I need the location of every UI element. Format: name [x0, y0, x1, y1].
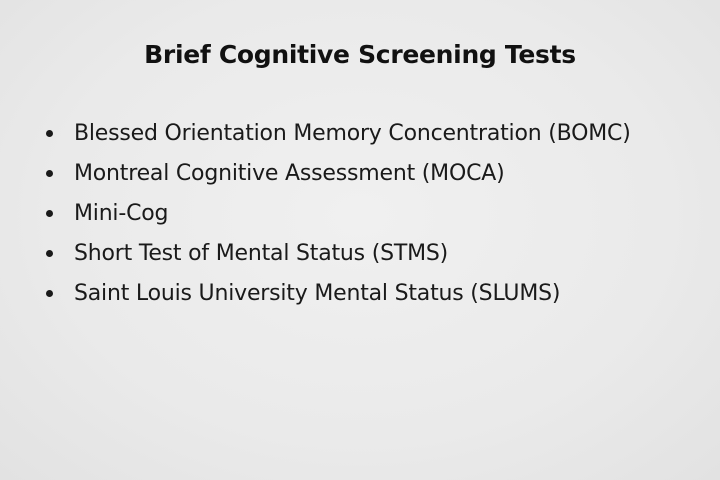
- bullet-dot-icon: [46, 290, 53, 297]
- bullet-text: Saint Louis University Mental Status (SLUMS): [74, 281, 561, 306]
- bullet-dot-icon: [46, 170, 53, 177]
- bullet-item-mini-cog: [44, 198, 684, 229]
- bullet-item-moca: [44, 158, 684, 189]
- bullet-list: [44, 118, 684, 318]
- bullet-text: Montreal Cognitive Assessment (MOCA): [74, 161, 505, 186]
- bullet-text: Short Test of Mental Status (STMS): [74, 241, 449, 266]
- bullet-item-stms: [44, 238, 684, 269]
- bullet-dot-icon: [46, 250, 53, 257]
- slide-title: Brief Cognitive Screening Tests: [144, 40, 576, 69]
- bullet-text: Mini-Cog: [74, 201, 169, 226]
- bullet-text: Blessed Orientation Memory Concentration (BOMC): [74, 121, 631, 146]
- bullet-item-bomc: [44, 118, 684, 149]
- bullet-dot-icon: [46, 130, 53, 137]
- bullet-dot-icon: [46, 210, 53, 217]
- bullet-item-slums: [44, 278, 684, 309]
